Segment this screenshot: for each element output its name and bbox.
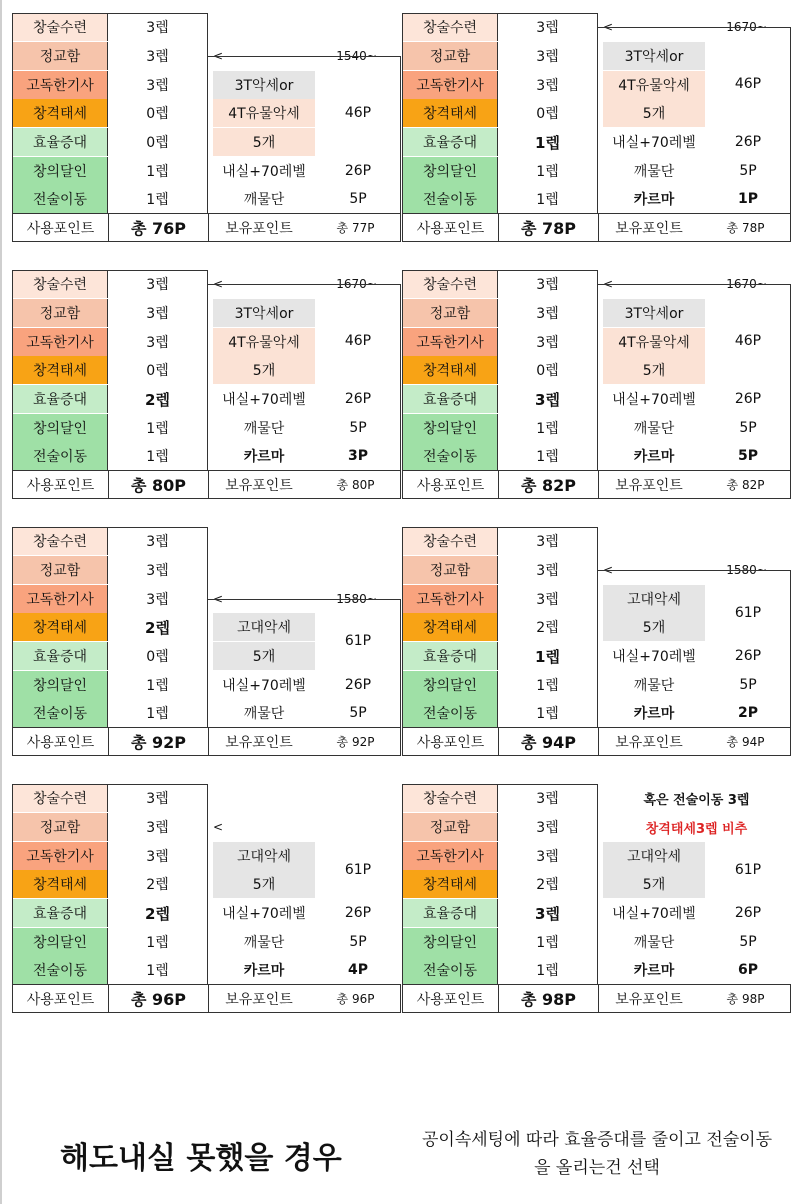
build-table-6 [402, 527, 791, 756]
karma-points: 6P [737, 962, 758, 978]
skill-name: 창술수련 [402, 270, 497, 298]
held-points-total: 총 96P [336, 992, 375, 1006]
karma-label: 카르마 [243, 963, 285, 979]
skill-level: 1렙 [497, 128, 598, 156]
internal-points: 26P [734, 648, 762, 664]
skill-level: 3렙 [497, 71, 598, 99]
used-points-label: 사용포인트 [416, 220, 485, 237]
used-points-total: 총 94P [498, 728, 599, 755]
skill-level: 1렙 [107, 956, 208, 984]
skill-name: 창격태세 [12, 356, 107, 384]
skill-name: 창의달인 [402, 671, 497, 699]
skill-name: 창격태세 [12, 99, 107, 127]
accessory-points: 46P [344, 333, 372, 349]
held-points-label: 보유포인트 [225, 477, 293, 494]
internal-label: 내실+70레벨 [222, 392, 306, 408]
skill-level: 3렙 [497, 385, 598, 413]
skill-name: 효율증대 [402, 385, 497, 413]
skill-level: 1렙 [107, 185, 208, 213]
accessory-requirement: 5개 [213, 128, 315, 156]
threshold-value: 1670~ [726, 20, 767, 34]
skill-name: 효율증대 [402, 128, 497, 156]
threshold-value: 1580~ [726, 563, 767, 577]
accessory-requirement: 고대악세 [603, 842, 705, 870]
skill-name: 전술이동 [12, 956, 107, 984]
held-points-label: 보유포인트 [615, 220, 683, 237]
accessory-requirement: 고대악세 [213, 842, 315, 870]
orb-label: 깨물단 [243, 935, 285, 951]
accessory-requirement: 4T유물악세 [213, 328, 315, 356]
skill-level: 1렙 [107, 699, 208, 727]
skill-level: 1렙 [107, 414, 208, 442]
used-points-total: 총 96P [108, 985, 209, 1012]
skill-level: 3렙 [107, 842, 208, 870]
threshold-lt: < [603, 277, 614, 291]
threshold-value: 1670~ [726, 277, 767, 291]
accessory-points: 61P [344, 862, 372, 878]
threshold-lt: < [603, 563, 614, 577]
skill-level: 3렙 [497, 13, 598, 41]
skill-name: 효율증대 [402, 642, 497, 670]
skill-level: 1렙 [497, 414, 598, 442]
skill-level: 3렙 [497, 899, 598, 927]
points-summary-row [402, 727, 791, 756]
accessory-points: 61P [734, 862, 762, 878]
skill-level: 3렙 [497, 784, 598, 812]
accessory-requirement: 3T악세or [603, 299, 705, 327]
skill-level: 3렙 [107, 270, 208, 298]
skill-name: 고독한기사 [402, 71, 497, 99]
skill-level: 3렙 [497, 328, 598, 356]
skill-level: 0렙 [107, 128, 208, 156]
skill-name: 효율증대 [12, 128, 107, 156]
skill-level: 0렙 [497, 99, 598, 127]
skill-level: 2렙 [107, 899, 208, 927]
skill-name: 전술이동 [12, 185, 107, 213]
held-points-label: 보유포인트 [225, 220, 293, 237]
karma-label: 카르마 [633, 192, 675, 208]
skill-name: 정교함 [402, 556, 497, 584]
held-points-total: 총 80P [336, 478, 375, 492]
skill-level: 0렙 [107, 99, 208, 127]
held-points-total: 총 78P [726, 221, 765, 235]
threshold-lt: < [213, 49, 224, 63]
used-points-label: 사용포인트 [26, 477, 95, 494]
skill-level: 1렙 [497, 928, 598, 956]
accessory-points: 61P [344, 633, 372, 649]
footer-note [407, 1126, 787, 1182]
build-table-5 [12, 527, 401, 756]
used-points-total: 총 80P [108, 471, 209, 498]
internal-label: 내실+70레벨 [222, 678, 306, 694]
accessory-points: 46P [734, 333, 762, 349]
held-points-total: 총 94P [726, 735, 765, 749]
skill-level: 3렙 [497, 813, 598, 841]
skill-level: 2렙 [107, 870, 208, 898]
skill-name: 고독한기사 [12, 71, 107, 99]
threshold-lt: < [213, 277, 224, 291]
accessory-requirement: 5개 [213, 356, 315, 384]
internal-label: 내실+70레벨 [612, 906, 696, 922]
skill-name: 창술수련 [12, 270, 107, 298]
used-points-label: 사용포인트 [26, 220, 95, 237]
skill-name: 창의달인 [402, 414, 497, 442]
used-points-total: 총 82P [498, 471, 599, 498]
skill-level: 1렙 [497, 642, 598, 670]
internal-label: 내실+70레벨 [222, 164, 306, 180]
orb-label: 깨물단 [243, 706, 285, 722]
skill-name: 창격태세 [402, 356, 497, 384]
internal-label: 내실+70레벨 [222, 906, 306, 922]
skill-level: 3렙 [107, 556, 208, 584]
skill-name: 전술이동 [402, 699, 497, 727]
build-table-8 [402, 784, 791, 1013]
skill-level: 3렙 [107, 71, 208, 99]
internal-label: 내실+70레벨 [612, 135, 696, 151]
skill-level: 3렙 [107, 328, 208, 356]
skill-level: 0렙 [497, 356, 598, 384]
skill-level: 3렙 [107, 585, 208, 613]
skill-name: 전술이동 [12, 699, 107, 727]
accessory-requirement: 5개 [603, 870, 705, 898]
skill-name: 창의달인 [12, 928, 107, 956]
skill-name: 창술수련 [402, 527, 497, 555]
points-summary-row [402, 470, 791, 499]
held-points-label: 보유포인트 [225, 734, 293, 751]
accessory-requirement: 고대악세 [603, 585, 705, 613]
skill-level: 0렙 [107, 356, 208, 384]
used-points-label: 사용포인트 [26, 991, 95, 1008]
accessory-requirement: 5개 [213, 642, 315, 670]
skill-level: 3렙 [497, 527, 598, 555]
skill-level: 1렙 [497, 185, 598, 213]
skill-name: 효율증대 [402, 899, 497, 927]
skill-name: 고독한기사 [402, 842, 497, 870]
used-points-total: 총 78P [498, 214, 599, 241]
skill-level: 1렙 [107, 157, 208, 185]
points-summary-row [12, 984, 401, 1013]
skill-level: 1렙 [497, 157, 598, 185]
skill-name: 창의달인 [12, 157, 107, 185]
skill-level: 3렙 [497, 270, 598, 298]
karma-label: 카르마 [243, 449, 285, 465]
karma-points: 4P [347, 962, 368, 978]
skill-level: 3렙 [497, 585, 598, 613]
held-points-label: 보유포인트 [615, 734, 683, 751]
skill-name: 창술수련 [12, 527, 107, 555]
orb-points: 5P [739, 163, 757, 179]
footer-note-line-1: 공이속세팅에 따라 효율증대를 줄이고 전술이동 [421, 1130, 773, 1150]
skill-level: 3렙 [107, 527, 208, 555]
points-summary-row [402, 984, 791, 1013]
held-points-label: 보유포인트 [615, 477, 683, 494]
footer-title: 해도내실 못했을 경우 [60, 1141, 342, 1176]
skill-level: 3렙 [107, 813, 208, 841]
skill-name: 창격태세 [402, 870, 497, 898]
skill-name: 창의달인 [12, 671, 107, 699]
accessory-requirement: 3T악세or [213, 299, 315, 327]
used-points-total: 총 98P [498, 985, 599, 1012]
used-points-label: 사용포인트 [416, 734, 485, 751]
build-table-4 [402, 270, 791, 499]
accessory-requirement: 5개 [603, 99, 705, 127]
points-summary-row [12, 213, 401, 242]
internal-points: 26P [734, 391, 762, 407]
accessory-requirement: 5개 [213, 870, 315, 898]
held-points-total: 총 98P [726, 992, 765, 1006]
accessory-requirement: 4T유물악세 [213, 99, 315, 127]
warning-note: 창격태세3렙 비추 [645, 821, 748, 837]
orb-label: 깨물단 [243, 192, 285, 208]
skill-level: 3렙 [107, 42, 208, 70]
skill-level: 3렙 [107, 13, 208, 41]
skill-level: 3렙 [497, 556, 598, 584]
used-points-label: 사용포인트 [416, 991, 485, 1008]
internal-points: 26P [344, 391, 372, 407]
skill-name: 창술수련 [402, 784, 497, 812]
internal-points: 26P [344, 905, 372, 921]
skill-name: 효율증대 [12, 899, 107, 927]
karma-label: 카르마 [633, 963, 675, 979]
orb-points: 5P [349, 420, 367, 436]
karma-points: 2P [737, 705, 758, 721]
skill-name: 전술이동 [402, 185, 497, 213]
internal-points: 26P [734, 134, 762, 150]
skill-name: 창격태세 [12, 870, 107, 898]
skill-name: 정교함 [12, 42, 107, 70]
karma-points: 1P [737, 191, 758, 207]
accessory-requirement: 3T악세or [213, 71, 315, 99]
skill-name: 창술수련 [12, 13, 107, 41]
karma-points: 5P [737, 448, 758, 464]
orb-points: 5P [739, 420, 757, 436]
skill-level: 2렙 [497, 870, 598, 898]
skill-name: 창의달인 [402, 157, 497, 185]
orb-points: 5P [739, 677, 757, 693]
accessory-points: 46P [734, 76, 762, 92]
skill-name: 효율증대 [12, 385, 107, 413]
orb-label: 깨물단 [633, 935, 675, 951]
threshold-value: 1580~ [336, 592, 377, 606]
skill-name: 고독한기사 [12, 328, 107, 356]
skill-name: 창격태세 [402, 99, 497, 127]
skill-level: 1렙 [107, 928, 208, 956]
orb-points: 5P [739, 934, 757, 950]
skill-level: 1렙 [497, 442, 598, 470]
skill-level: 3렙 [497, 842, 598, 870]
orb-points: 5P [349, 934, 367, 950]
accessory-requirement: 5개 [603, 356, 705, 384]
build-table-2 [402, 13, 791, 242]
skill-level: 3렙 [107, 784, 208, 812]
skill-level: 2렙 [497, 613, 598, 641]
skill-level: 3렙 [497, 42, 598, 70]
held-points-total: 총 77P [336, 221, 375, 235]
skill-name: 창술수련 [402, 13, 497, 41]
orb-points: 5P [349, 191, 367, 207]
skill-name: 창의달인 [12, 414, 107, 442]
points-summary-row [402, 213, 791, 242]
threshold-lt: < [213, 592, 224, 606]
orb-label: 깨물단 [243, 421, 285, 437]
skill-name: 창의달인 [402, 928, 497, 956]
used-points-total: 총 92P [108, 728, 209, 755]
skill-name: 창술수련 [12, 784, 107, 812]
threshold-value: 1670~ [336, 277, 377, 291]
skill-name: 창격태세 [402, 613, 497, 641]
skill-name: 정교함 [402, 42, 497, 70]
skill-name: 창격태세 [12, 613, 107, 641]
accessory-requirement: 5개 [603, 613, 705, 641]
orb-label: 깨물단 [633, 678, 675, 694]
build-table-3 [12, 270, 401, 499]
skill-name: 고독한기사 [12, 842, 107, 870]
note-line: 혹은 전술이동 3렙 [643, 792, 750, 808]
skill-name: 정교함 [12, 813, 107, 841]
skill-name: 전술이동 [12, 442, 107, 470]
internal-label: 내실+70레벨 [612, 392, 696, 408]
skill-level: 3렙 [107, 299, 208, 327]
held-points-total: 총 82P [726, 478, 765, 492]
accessory-points: 61P [734, 605, 762, 621]
points-summary-row [12, 727, 401, 756]
footer-note-line-2: 을 올리는건 선택 [534, 1158, 660, 1178]
karma-points: 3P [347, 448, 368, 464]
skill-name: 정교함 [402, 813, 497, 841]
skill-level: 1렙 [107, 442, 208, 470]
accessory-points: 46P [344, 105, 372, 121]
used-points-label: 사용포인트 [416, 477, 485, 494]
skill-name: 고독한기사 [402, 328, 497, 356]
skill-name: 고독한기사 [12, 585, 107, 613]
skill-name: 전술이동 [402, 956, 497, 984]
orb-label: 깨물단 [633, 421, 675, 437]
held-points-total: 총 92P [336, 735, 375, 749]
threshold-lt: < [213, 820, 224, 834]
skill-name: 정교함 [12, 299, 107, 327]
internal-label: 내실+70레벨 [612, 649, 696, 665]
skill-name: 효율증대 [12, 642, 107, 670]
accessory-requirement: 4T유물악세 [603, 328, 705, 356]
accessory-requirement: 3T악세or [603, 42, 705, 70]
skill-level: 1렙 [497, 956, 598, 984]
internal-points: 26P [344, 163, 372, 179]
skill-level: 1렙 [497, 671, 598, 699]
skill-name: 정교함 [12, 556, 107, 584]
karma-label: 카르마 [633, 706, 675, 722]
accessory-requirement: 고대악세 [213, 613, 315, 641]
skill-level: 2렙 [107, 385, 208, 413]
skill-level: 1렙 [107, 671, 208, 699]
build-table-7 [12, 784, 401, 1013]
internal-points: 26P [344, 677, 372, 693]
skill-name: 고독한기사 [402, 585, 497, 613]
points-summary-row [12, 470, 401, 499]
skill-level: 2렙 [107, 613, 208, 641]
used-points-label: 사용포인트 [26, 734, 95, 751]
skill-name: 전술이동 [402, 442, 497, 470]
skill-level: 0렙 [107, 642, 208, 670]
skill-level: 1렙 [497, 699, 598, 727]
build-table-1 [12, 13, 401, 242]
skill-name: 정교함 [402, 299, 497, 327]
held-points-label: 보유포인트 [615, 991, 683, 1008]
karma-label: 카르마 [633, 449, 675, 465]
accessory-requirement: 4T유물악세 [603, 71, 705, 99]
held-points-label: 보유포인트 [225, 991, 293, 1008]
threshold-value: 1540~ [336, 49, 377, 63]
orb-points: 5P [349, 705, 367, 721]
skill-level: 3렙 [497, 299, 598, 327]
orb-label: 깨물단 [633, 164, 675, 180]
used-points-total: 총 76P [108, 214, 209, 241]
threshold-lt: < [603, 20, 614, 34]
internal-points: 26P [734, 905, 762, 921]
